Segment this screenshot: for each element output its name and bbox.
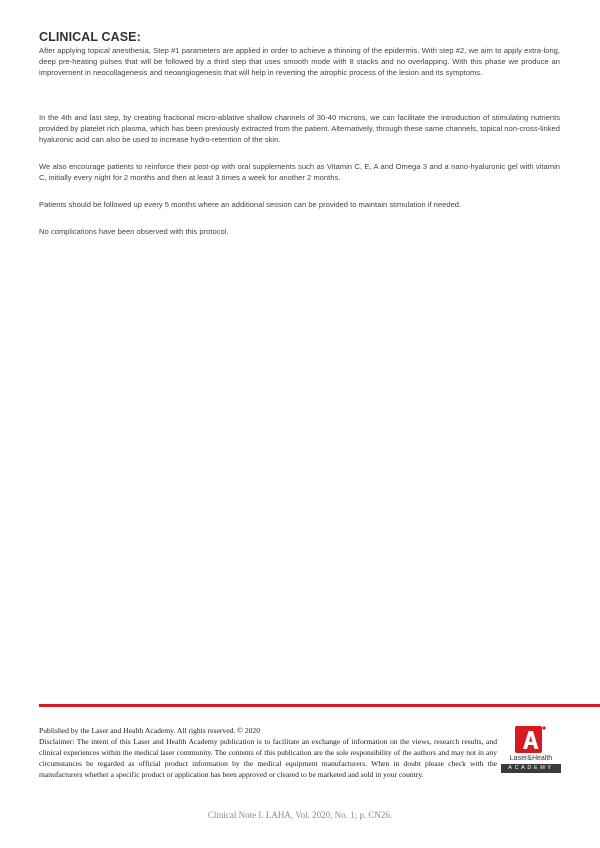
paragraph-follow-up: Patients should be followed up every 5 months where an additional session can be provided to maintain stimulation if needed. (39, 200, 462, 209)
disclaimer-text: Disclaimer: The intent of this Laser and Health Academy publication is to facilitate an exchange of information on the views, research results, and clinical experiences within the medical laser community. The contents of this publication are the sole responsibility of the authors and may not in any circumstances be regarded as official product information by the medical equipment manufacturers. When in doubt please check with the manufacturers whether a specific product or application has been approved or cleared to be marketed and sold in your country. (39, 737, 497, 780)
paragraph-supplements: We also encourage patients to reinforce their post-op with oral supplements such as Vitamin C, E, A and Omega 3 and a nano-hyaluronic gel with vitamin C, initially every night for 2 months and then at least 3 times a week for another 2 months. (39, 162, 560, 183)
laser-health-logo-icon (515, 726, 546, 753)
paragraph-fractional-step: In the 4th and last step, by creating fractional micro-ablative shallow channels of 30-40 microns, we can facilitate the introduction of stimulating nutrients provided by platelet rich plasma, which has been previously extracted from the patient. Alternatively, through these same channels, topical non-cross-linked hyaluronic acid can also be used to increase hydro-retention of the skin. (39, 113, 560, 145)
footer-notice (39, 725, 497, 780)
logo-wordmark: Laser&Health (509, 755, 553, 762)
copyright-line: Published by the Laser and Health Academy. All rights reserved. © 2020 (39, 726, 261, 735)
academy-logo (500, 726, 562, 778)
paragraph-complications: No complications have been observed with this protocol. (39, 227, 229, 236)
section-title: CLINICAL CASE: (39, 30, 141, 44)
paragraph-anesthesia-steps: After applying topical anesthesia, Step #1 parameters are applied in order to achieve a thinning of the epidermis. With step #2, we aim to apply extra-long, deep pre-heating pulses that will be followed by a third step that uses smooth mode with 8 stacks and no overlapping. With this phase we produce an improvement in neocollagenesis and neoangiogenesis that will help in reverting the atrophic process of the lesion and its symptoms. (39, 46, 560, 78)
logo-academy-band: ACADEMY (501, 764, 561, 773)
page-citation: Clinical Note I. LAHA, Vol. 2020, No. 1; p. CN26. (207, 810, 393, 820)
footer-divider (39, 704, 600, 707)
